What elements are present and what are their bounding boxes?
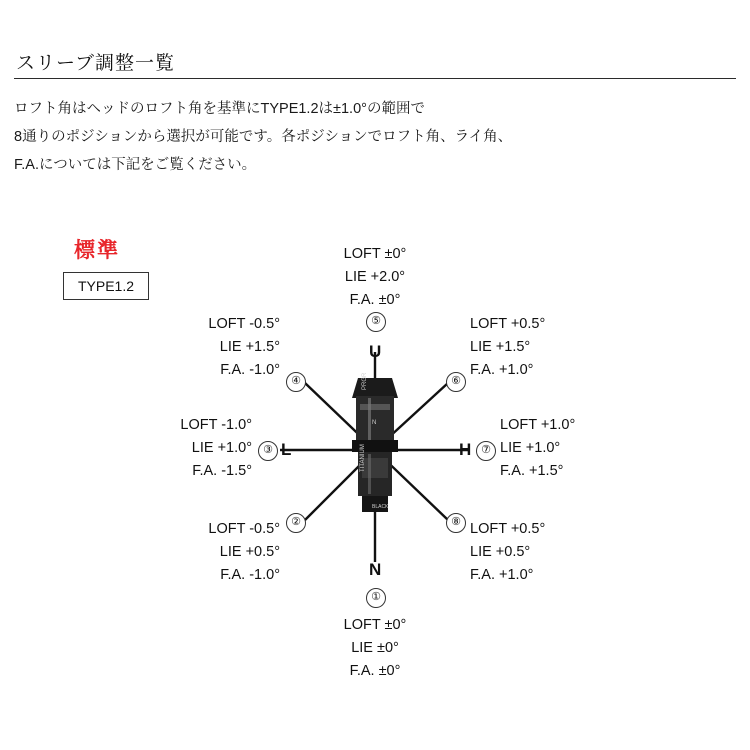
spec-4-loft: LOFT -0.5° [208,316,280,332]
spec-6-fa: F.A. +1.0° [470,362,534,378]
spec-block-2 [130,518,280,587]
spec-block-7 [500,414,680,483]
spec-block-3 [100,414,252,483]
letter-up: U [369,342,382,361]
spec-3-fa: F.A. -1.5° [192,463,252,479]
intro-line-1: ロフト角はヘッドのロフト角を基準にTYPE1.2は±1.0°の範囲で [14,101,425,117]
position-marker-2[interactable]: ② [286,513,306,533]
spec-5-fa: F.A. ±0° [349,292,401,308]
spec-block-5 [300,243,450,312]
spec-1-fa: F.A. ±0° [349,663,401,679]
spec-3-loft: LOFT -1.0° [180,417,252,433]
spec-7-lie: LIE +1.0° [500,440,561,456]
spec-6-lie: LIE +1.5° [470,339,531,355]
spec-2-fa: F.A. -1.0° [220,567,280,583]
position-marker-5[interactable]: ⑤ [366,312,386,332]
position-marker-3[interactable]: ③ [258,441,278,461]
spec-block-1 [300,614,450,683]
position-marker-8[interactable]: ⑧ [446,513,466,533]
spec-8-loft: LOFT +0.5° [470,521,546,537]
type-badge: TYPE1.2 [63,272,149,300]
intro-line-2: 8通りのポジションから選択が可能です。各ポジションでロフト角、ライ角、 [14,129,513,145]
spec-4-lie: LIE +1.5° [219,339,280,355]
svg-text:TITANIUM: TITANIUM [360,444,366,472]
spec-5-loft: LOFT ±0° [343,246,407,262]
spec-2-loft: LOFT -0.5° [208,521,280,537]
letter-down: N [369,560,382,579]
intro-line-3: F.A.については下記をご覧ください。 [14,157,257,173]
spec-5-lie: LIE +2.0° [344,269,406,285]
position-marker-4[interactable]: ④ [286,372,306,392]
spec-7-loft: LOFT +1.0° [500,417,576,433]
svg-text:N: N [372,420,377,426]
spec-6-loft: LOFT +0.5° [470,316,546,332]
spec-1-loft: LOFT ±0° [343,617,407,633]
page-title: スリーブ調整一覧 [16,53,176,74]
sleeve-graphic [352,378,398,512]
spec-block-8 [470,518,650,587]
spec-2-lie: LIE +0.5° [219,544,280,560]
spec-block-4 [130,313,280,382]
standard-label: 標準 [74,239,120,262]
svg-text:BLACK: BLACK [372,504,389,510]
spec-8-lie: LIE +0.5° [470,544,531,560]
position-marker-7[interactable]: ⑦ [476,441,496,461]
spec-block-6 [470,313,650,382]
spec-1-lie: LIE ±0° [351,640,399,656]
svg-text:PRGR: PRGR [362,372,368,390]
letter-right: H [459,440,472,459]
spec-4-fa: F.A. -1.0° [220,362,280,378]
letter-left: L [281,440,292,459]
position-marker-1[interactable]: ① [366,588,386,608]
position-marker-6[interactable]: ⑥ [446,372,466,392]
spec-7-fa: F.A. +1.5° [500,463,564,479]
spec-8-fa: F.A. +1.0° [470,567,534,583]
spec-3-lie: LIE +1.0° [191,440,252,456]
